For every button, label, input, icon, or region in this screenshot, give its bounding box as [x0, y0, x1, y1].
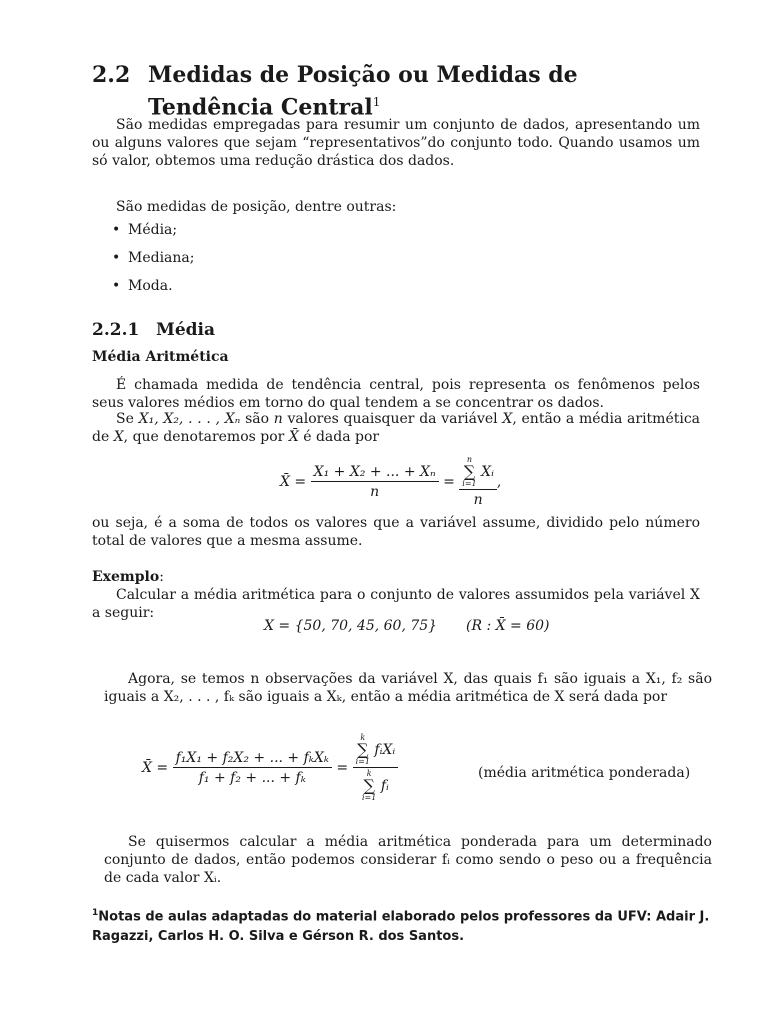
- fraction-denominator: f₁ + f₂ + ... + fₖ: [198, 770, 306, 786]
- footnote-text: Notas de aulas adaptadas do material elaborado pelos professores da UFV: Adair J. Ragazzi, Carlos H. O. Silva e Gérson R. dos Santos.: [92, 909, 710, 945]
- sum-upper-limit: n: [466, 455, 473, 464]
- section-title: [148, 62, 708, 121]
- sigma-icon: ∑: [357, 740, 369, 759]
- fraction-denominator: n: [473, 492, 483, 508]
- text-span: é dada por: [303, 429, 380, 445]
- fraction-numerator: f₁X₁ + f₂X₂ + ... + fₖXₖ: [173, 750, 332, 768]
- subsubsection-title: Média Aritmética: [92, 349, 229, 365]
- fraction-denominator: [362, 768, 389, 802]
- sum-term: fᵢXᵢ: [374, 742, 396, 758]
- footnote-number: 1: [92, 908, 99, 918]
- text-span: , então a média aritmética de: [92, 411, 701, 445]
- bullet-icon: •: [112, 250, 121, 266]
- summation: [362, 770, 376, 802]
- math-n: n: [273, 411, 283, 427]
- after-equation-text: ou seja, é a soma de todos os valores que a variável assume, dividido pelo número total de valores que a mesma assume.: [92, 515, 700, 549]
- subsection-number: 2.2.1: [92, 320, 140, 340]
- example-set: X = {50, 70, 45, 60, 75}: [264, 618, 438, 634]
- math-X: X: [502, 411, 513, 427]
- sigma-icon: ∑: [463, 462, 476, 481]
- equation-label: (média aritmética ponderada): [478, 765, 691, 781]
- text-span: Se: [116, 411, 134, 427]
- example-text: Calcular a média aritmética para o conjunto de valores assumidos pela variável X a seguir:: [92, 587, 700, 621]
- summation: [462, 456, 476, 488]
- example-colon: :: [159, 569, 164, 585]
- media-paragraph-2: [92, 410, 700, 446]
- bullet-icon: •: [112, 222, 121, 238]
- section-number: 2.2: [92, 62, 131, 88]
- subsection-title: Média: [156, 320, 215, 340]
- sum-lower-limit: i=1: [362, 793, 377, 802]
- eq-comma: ,: [496, 474, 502, 490]
- list-item: [112, 278, 173, 294]
- equation-mean: [280, 456, 501, 508]
- fraction-numerator: [353, 734, 399, 768]
- equation-weighted-mean: [142, 734, 398, 802]
- media-paragraph-1: É chamada medida de tendência central, pois representa os fenômenos pelos seus valores médios em torno do qual tendem a se concentrar os dados.: [92, 377, 700, 411]
- list-item: [112, 222, 177, 238]
- math-xbar: X̄: [288, 429, 299, 445]
- text-span: , que denotaremos por: [123, 429, 285, 445]
- example-label: [92, 568, 700, 586]
- fraction-sum: [353, 734, 399, 802]
- fraction-numerator: X₁ + X₂ + ... + Xₙ: [311, 464, 439, 482]
- list-intro: São medidas de posição, dentre outras:: [116, 199, 397, 215]
- list-item-text: Mediana;: [128, 250, 195, 266]
- sum-lower-limit: i=1: [355, 757, 370, 766]
- fraction: [173, 750, 332, 786]
- math-X: X: [113, 429, 124, 445]
- eq-lhs: X̄ =: [280, 474, 307, 490]
- list-item-text: Moda.: [128, 278, 173, 294]
- footnote: [92, 903, 712, 947]
- example-label-text: Exemplo: [92, 569, 160, 585]
- sum-term: Xᵢ: [481, 464, 494, 480]
- fraction-sum: [459, 456, 497, 508]
- list-item-text: Média;: [128, 222, 178, 238]
- weighted-paragraph-2: Se quisermos calcular a média aritmética ponderada para um determinado conjunto de dados, então podemos considerar fᵢ como sendo o peso ou a frequência de cada valor Xᵢ.: [104, 834, 712, 886]
- list-item: [112, 250, 195, 266]
- sum-term: fᵢ: [380, 778, 389, 794]
- summation: [356, 734, 370, 766]
- text-span: valores quaisquer da variável: [287, 411, 498, 427]
- fraction: [311, 464, 439, 500]
- fraction-denominator: n: [370, 484, 380, 500]
- example-answer: (R : X̄ = 60): [466, 618, 550, 634]
- footnote-marker: 1: [372, 95, 381, 109]
- fraction-numerator: [459, 456, 497, 490]
- eq-lhs: X̄ =: [142, 760, 169, 776]
- intro-paragraph: São medidas empregadas para resumir um conjunto de dados, apresentando um ou alguns valores que sejam “representativos”do conjunto todo. Quando usamos um só valor, obtemos uma redução drástica dos dados.: [92, 117, 700, 169]
- sum-upper-limit: k: [360, 733, 366, 742]
- eq-sign: =: [443, 474, 455, 490]
- bullet-icon: •: [112, 278, 121, 294]
- sigma-icon: ∑: [363, 776, 375, 795]
- text-span: são: [245, 411, 270, 427]
- weighted-paragraph-1: Agora, se temos n observações da variável X, das quais f₁ são iguais a X₁, f₂ são iguais a X₂, . . . , fₖ são iguais a Xₖ, então a média aritmética de X será dada por: [104, 671, 712, 705]
- section-title-text: Medidas de Posição ou Medidas de Tendência Central: [148, 62, 578, 121]
- sum-lower-limit: i=1: [462, 479, 477, 488]
- eq-sign: =: [336, 760, 349, 776]
- sum-upper-limit: k: [366, 769, 372, 778]
- math-vars: X₁, X₂, . . . , Xₙ: [138, 411, 241, 427]
